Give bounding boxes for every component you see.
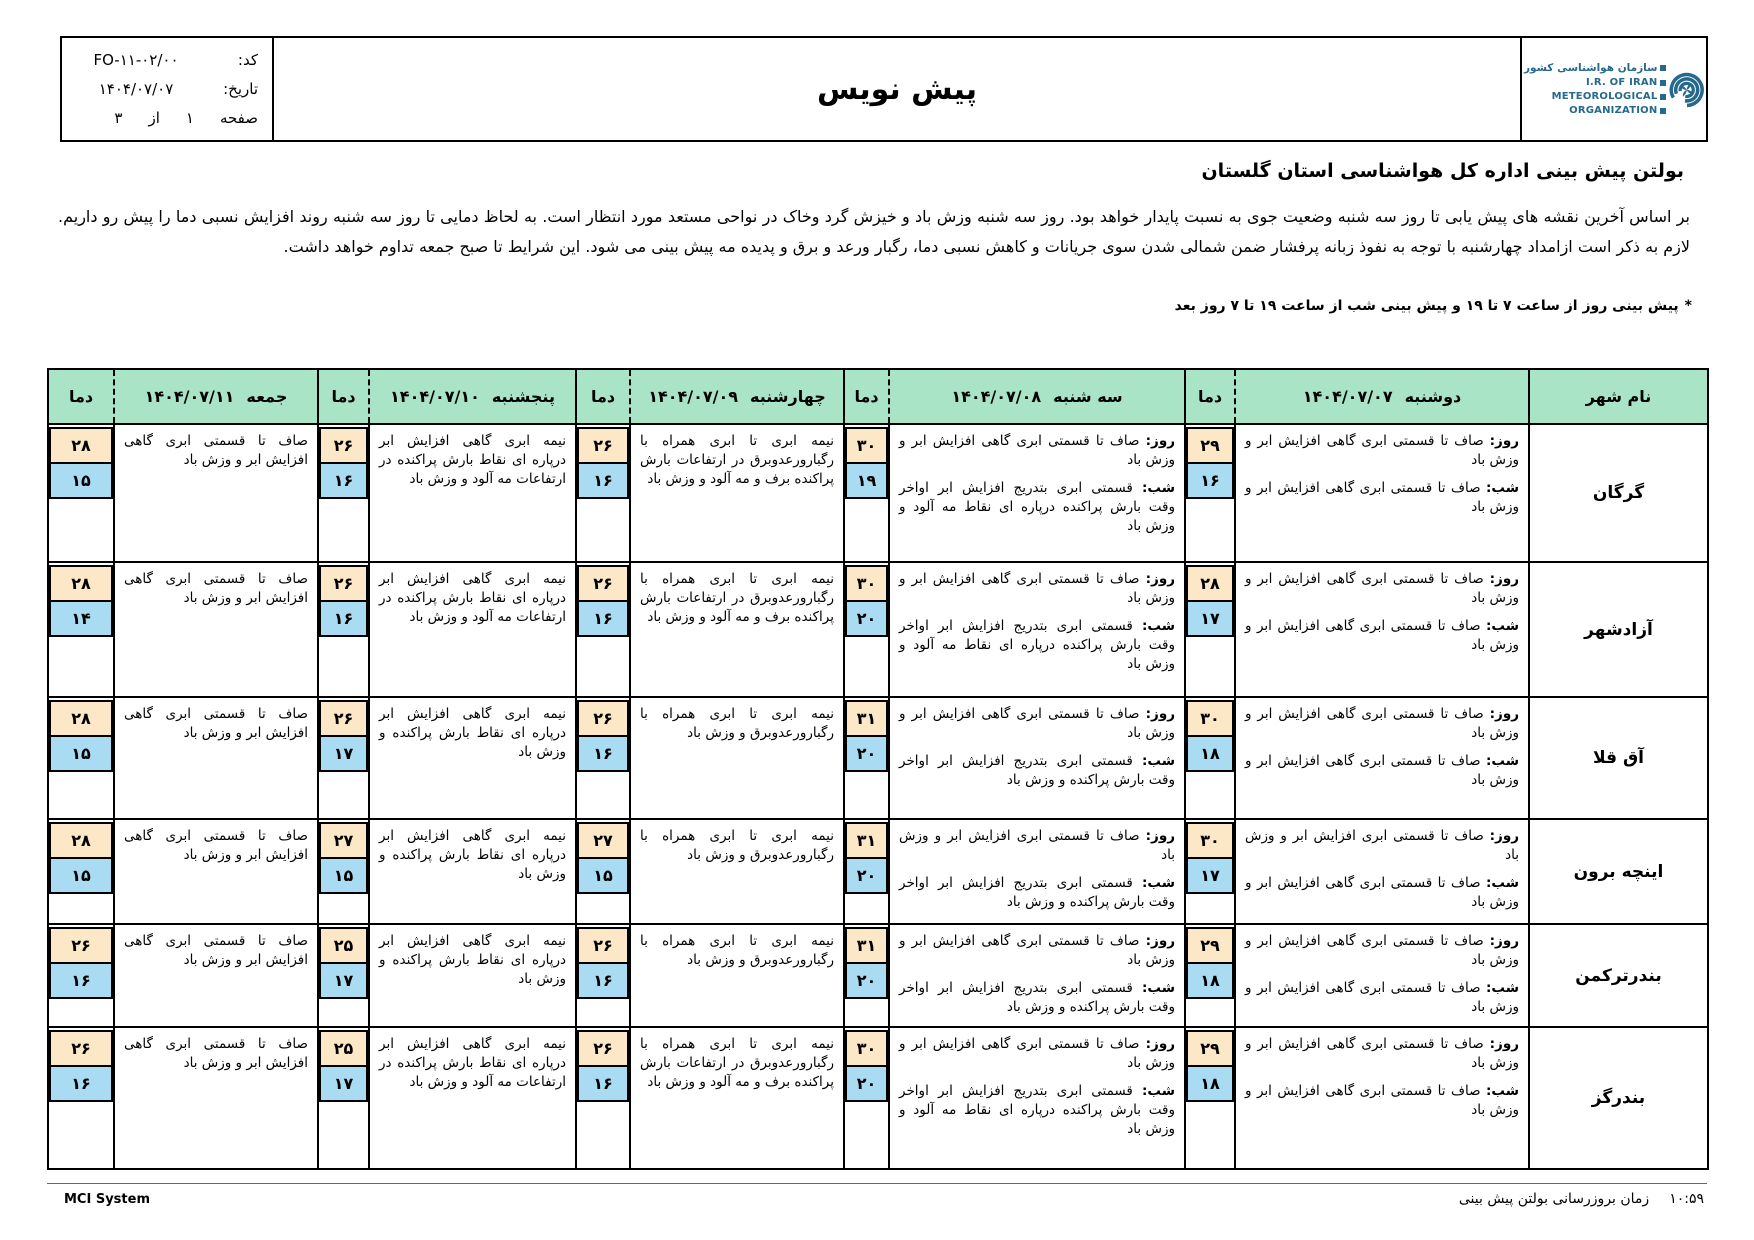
day-name: جمعه xyxy=(246,387,288,406)
period-label: روز: xyxy=(1145,1036,1175,1052)
min-temp-box: ۱۶ xyxy=(577,1065,629,1102)
spiral-logo-icon xyxy=(1668,45,1704,133)
info-box xyxy=(62,38,274,140)
forecast-text-cell xyxy=(889,562,1185,697)
period-label: شب: xyxy=(1486,618,1519,634)
day-date: ۱۴۰۴/۰۷/۱۱ xyxy=(144,387,235,406)
period-label: شب: xyxy=(1142,980,1175,996)
weather-day-text: روز: صاف تا قسمتی ابری افزایش ابر و وزش باد xyxy=(899,828,1175,863)
weather-day-text: روز: صاف تا قسمتی ابری گاهی افزایش ابر و وزش باد xyxy=(899,433,1175,468)
min-temp-box: ۱۶ xyxy=(319,462,368,499)
max-temp-box: ۲۷ xyxy=(577,822,629,859)
min-temp-box: ۱۶ xyxy=(577,462,629,499)
temperature-cell xyxy=(844,924,889,1027)
day-date: ۱۴۰۴/۰۷/۰۹ xyxy=(648,387,738,406)
period-label: روز: xyxy=(1145,706,1175,722)
temperature-cell xyxy=(576,819,630,924)
max-temp-box: ۳۰ xyxy=(845,427,888,464)
day-date: ۱۴۰۴/۰۷/۰۸ xyxy=(951,387,1042,406)
forecast-text-cell xyxy=(114,924,318,1027)
period-label: شب: xyxy=(1142,875,1175,891)
period-label: شب: xyxy=(1486,480,1519,496)
forecast-text-cell xyxy=(1235,1027,1529,1169)
weather-text: نیمه ابری گاهی افزایش ابر درپاره ای نقاط بارش پراکنده در ارتفاعات مه آلود و وزش باد xyxy=(379,1036,566,1090)
weather-night-text: شب: قسمتی ابری بتدریج افزایش ابر اواخر وقت بارش پراکنده درپاره ای نقاط مه آلود و وزش باد xyxy=(899,618,1175,672)
period-label: شب: xyxy=(1142,480,1175,496)
forecast-text-cell xyxy=(630,424,844,562)
forecast-text-cell xyxy=(1235,424,1529,562)
min-temp-box: ۱۶ xyxy=(49,1065,113,1102)
forecast-text-cell xyxy=(114,1027,318,1169)
day-name: دوشنبه xyxy=(1404,387,1462,406)
temperature-cell xyxy=(48,1027,114,1169)
min-temp-box: ۱۴ xyxy=(49,600,113,637)
day-name: پنجشنبه xyxy=(491,387,555,406)
weather-day-text: روز: صاف تا قسمتی ابری گاهی افزایش ابر و وزش باد xyxy=(899,933,1175,968)
weather-night-text: شب: صاف تا قسمتی ابری گاهی افزایش ابر و وزش باد xyxy=(1245,1083,1519,1118)
period-label: شب: xyxy=(1486,875,1519,891)
logo-square-icon xyxy=(1660,80,1666,86)
min-temp-box: ۱۶ xyxy=(319,600,368,637)
temperature-cell xyxy=(1185,819,1235,924)
forecast-paragraph: بر اساس آخرین نقشه های پیش یابی تا روز سه شنبه وضعیت جوی به نسبت پایدار خواهد بود. روز سه شنبه وزش باد و خیزش گرد وخاک در نواحی مستعد مورد انتظار است. به لحاظ دمایی تا روز سه شنبه روند افزایش نسبی دما را پیش رو داریم. لازم به ذکر است ازامداد چهارشنبه با توجه به نفوذ زبانه پرفشار ضمن شمالی شدن سوی جریانات و کاهش نسبی دما، رگبار ورعد و برق و پدیده مه پیش بینی می شود. این شرایط تا صبح جمعه تداوم خواهد داشت. xyxy=(58,207,1690,256)
max-temp-box: ۲۹ xyxy=(1186,427,1234,464)
min-temp-box: ۱۷ xyxy=(319,962,368,999)
weather-day-text: روز: صاف تا قسمتی ابری گاهی افزایش ابر و وزش باد xyxy=(1245,571,1519,606)
period-label: روز: xyxy=(1145,828,1175,844)
temperature-cell xyxy=(48,424,114,562)
city-name: آق قلا xyxy=(1529,697,1708,819)
max-temp-box: ۳۰ xyxy=(845,565,888,602)
max-temp-box: ۲۸ xyxy=(49,822,113,859)
max-temp-box: ۲۶ xyxy=(577,700,629,737)
period-label: روز: xyxy=(1489,933,1519,949)
period-label: شب: xyxy=(1486,1083,1519,1099)
period-label: شب: xyxy=(1142,753,1175,769)
weather-text: نیمه ابری تا ابری همراه با رگبارورعدوبرق در ارتفاعات بارش پراکنده برف و مه آلود و وزش باد xyxy=(640,1036,834,1090)
weather-night-text: شب: قسمتی ابری بتدریج افزایش ابر اواخر وقت بارش پراکنده و وزش باد xyxy=(899,875,1175,910)
forecast-text-cell xyxy=(630,1027,844,1169)
weather-night-text: شب: صاف تا قسمتی ابری گاهی افزایش ابر و وزش باد xyxy=(1245,980,1519,1015)
date-label: تاریخ: xyxy=(223,79,258,98)
column-header-temp-wednesday: دما xyxy=(576,369,630,424)
footer-system-name: MCI System xyxy=(64,1192,150,1207)
forecast-text-cell xyxy=(889,697,1185,819)
header-box xyxy=(60,36,1708,142)
info-row-date xyxy=(70,80,258,98)
city-name: بندرترکمن xyxy=(1529,924,1708,1027)
weather-night-text: شب: صاف تا قسمتی ابری گاهی افزایش ابر و وزش باد xyxy=(1245,753,1519,788)
max-temp-box: ۳۱ xyxy=(845,700,888,737)
min-temp-box: ۱۵ xyxy=(49,462,113,499)
min-temp-box: ۱۶ xyxy=(577,735,629,772)
min-temp-box: ۲۰ xyxy=(845,600,888,637)
min-temp-box: ۱۶ xyxy=(49,962,113,999)
period-label: شب: xyxy=(1486,753,1519,769)
temperature-cell xyxy=(1185,697,1235,819)
forecast-text-cell xyxy=(369,924,576,1027)
column-header-day-wednesday xyxy=(630,369,844,424)
forecast-text-cell xyxy=(630,819,844,924)
logo-text-en2: METEOROLOGICAL xyxy=(1551,91,1658,102)
forecast-text-cell xyxy=(114,424,318,562)
forecast-text-cell xyxy=(1235,819,1529,924)
max-temp-box: ۳۱ xyxy=(845,822,888,859)
weather-text: نیمه ابری گاهی افزایش ابر درپاره ای نقاط بارش پراکنده و وزش باد xyxy=(379,828,566,882)
forecast-text-cell xyxy=(889,1027,1185,1169)
min-temp-box: ۱۷ xyxy=(1186,857,1234,894)
temperature-cell xyxy=(318,819,369,924)
org-logo xyxy=(1520,38,1706,140)
min-temp-box: ۱۸ xyxy=(1186,735,1234,772)
period-label: شب: xyxy=(1142,1083,1175,1099)
city-name: بندرگز xyxy=(1529,1027,1708,1169)
max-temp-box: ۳۰ xyxy=(1186,700,1234,737)
min-temp-box: ۱۵ xyxy=(49,857,113,894)
footer-divider xyxy=(47,1183,1707,1184)
max-temp-box: ۲۶ xyxy=(49,1030,113,1067)
forecast-text-cell xyxy=(1235,924,1529,1027)
min-temp-box: ۲۰ xyxy=(845,857,888,894)
min-temp-box: ۱۵ xyxy=(319,857,368,894)
period-label: روز: xyxy=(1145,933,1175,949)
weather-night-text: شب: قسمتی ابری بتدریج افزایش ابر اواخر وقت بارش پراکنده و وزش باد xyxy=(899,980,1175,1015)
max-temp-box: ۳۰ xyxy=(1186,822,1234,859)
temperature-cell xyxy=(576,424,630,562)
logo-line-en2 xyxy=(1524,91,1666,102)
code-label: کد: xyxy=(237,51,258,70)
temperature-cell xyxy=(844,424,889,562)
period-label: شب: xyxy=(1142,618,1175,634)
period-label: روز: xyxy=(1489,1036,1519,1052)
page-total: ۳ xyxy=(114,108,123,127)
max-temp-box: ۳۰ xyxy=(845,1030,888,1067)
max-temp-box: ۲۶ xyxy=(577,1030,629,1067)
max-temp-box: ۲۶ xyxy=(49,927,113,964)
weather-night-text: شب: قسمتی ابری بتدریج افزایش ابر اواخر وقت بارش پراکنده درپاره ای نقاط مه آلود و وزش باد xyxy=(899,1083,1175,1137)
min-temp-box: ۱۷ xyxy=(319,1065,368,1102)
page-label: صفحه xyxy=(219,108,258,127)
max-temp-box: ۲۸ xyxy=(1186,565,1234,602)
max-temp-box: ۲۸ xyxy=(49,565,113,602)
footnote-asterisk: * xyxy=(1684,298,1692,314)
temperature-cell xyxy=(48,924,114,1027)
period-label: شب: xyxy=(1486,980,1519,996)
logo-square-icon xyxy=(1660,108,1666,114)
weather-text: صاف تا قسمتی ابری گاهی افزایش ابر و وزش باد xyxy=(124,571,308,606)
temperature-cell xyxy=(48,697,114,819)
max-temp-box: ۲۵ xyxy=(319,927,368,964)
temperature-cell xyxy=(48,562,114,697)
max-temp-box: ۲۶ xyxy=(319,427,368,464)
title-section xyxy=(274,38,1520,140)
city-name: اینچه برون xyxy=(1529,819,1708,924)
temperature-cell xyxy=(318,1027,369,1169)
weather-text: نیمه ابری گاهی افزایش ابر درپاره ای نقاط بارش پراکنده و وزش باد xyxy=(379,706,566,760)
weather-day-text: روز: صاف تا قسمتی ابری گاهی افزایش ابر و وزش باد xyxy=(899,1036,1175,1071)
table-row xyxy=(48,1027,1708,1169)
info-row-code xyxy=(70,51,258,69)
page-number: ۱ xyxy=(185,108,194,127)
temperature-cell xyxy=(844,562,889,697)
column-header-day-friday xyxy=(114,369,318,424)
weather-night-text: شب: صاف تا قسمتی ابری گاهی افزایش ابر و وزش باد xyxy=(1245,875,1519,910)
forecast-text-cell xyxy=(369,562,576,697)
weather-text: نیمه ابری گاهی افزایش ابر درپاره ای نقاط بارش پراکنده در ارتفاعات مه آلود و وزش باد xyxy=(379,571,566,625)
weather-text: نیمه ابری گاهی افزایش ابر درپاره ای نقاط بارش پراکنده و وزش باد xyxy=(379,933,566,987)
forecast-text-cell xyxy=(630,697,844,819)
table-row xyxy=(48,562,1708,697)
forecast-text-cell xyxy=(889,924,1185,1027)
forecast-text-cell xyxy=(114,819,318,924)
column-header-day-thursday xyxy=(369,369,576,424)
logo-square-icon xyxy=(1660,94,1666,100)
forecast-text-cell xyxy=(889,424,1185,562)
temperature-cell xyxy=(318,562,369,697)
weather-text: صاف تا قسمتی ابری گاهی افزایش ابر و وزش باد xyxy=(124,1036,308,1071)
temperature-cell xyxy=(48,819,114,924)
column-header-day-tuesday xyxy=(889,369,1185,424)
period-label: روز: xyxy=(1145,571,1175,587)
weather-night-text: شب: صاف تا قسمتی ابری گاهی افزایش ابر و وزش باد xyxy=(1245,618,1519,653)
temperature-cell xyxy=(576,562,630,697)
day-date: ۱۴۰۴/۰۷/۱۰ xyxy=(390,387,480,406)
weather-text: صاف تا قسمتی ابری گاهی افزایش ابر و وزش باد xyxy=(124,706,308,741)
min-temp-box: ۱۹ xyxy=(845,462,888,499)
page-separator: از xyxy=(148,108,160,127)
period-label: روز: xyxy=(1489,571,1519,587)
column-header-day-monday xyxy=(1235,369,1529,424)
weather-text: صاف تا قسمتی ابری گاهی افزایش ابر و وزش باد xyxy=(124,433,308,468)
max-temp-box: ۲۵ xyxy=(319,1030,368,1067)
max-temp-box: ۲۶ xyxy=(319,700,368,737)
weather-day-text: روز: صاف تا قسمتی ابری گاهی افزایش ابر و وزش باد xyxy=(1245,933,1519,968)
temperature-cell xyxy=(1185,424,1235,562)
forecast-table-body xyxy=(48,424,1708,1169)
weather-text: نیمه ابری تا ابری همراه با رگبارورعدوبرق و وزش باد xyxy=(640,933,834,968)
day-name: سه شنبه xyxy=(1053,387,1123,406)
footer-update-time xyxy=(1459,1191,1704,1207)
min-temp-box: ۱۷ xyxy=(319,735,368,772)
max-temp-box: ۲۶ xyxy=(577,427,629,464)
table-row xyxy=(48,424,1708,562)
weather-day-text: روز: صاف تا قسمتی ابری افزایش ابر و وزش باد xyxy=(1245,828,1519,863)
period-label: روز: xyxy=(1489,706,1519,722)
column-header-temp-thursday: دما xyxy=(318,369,369,424)
logo-line-fa xyxy=(1524,62,1666,74)
table-header-row xyxy=(48,369,1708,424)
period-label: روز: xyxy=(1145,433,1175,449)
weather-text: صاف تا قسمتی ابری گاهی افزایش ابر و وزش باد xyxy=(124,933,308,968)
temperature-cell xyxy=(576,924,630,1027)
weather-day-text: روز: صاف تا قسمتی ابری گاهی افزایش ابر و وزش باد xyxy=(899,706,1175,741)
min-temp-box: ۱۷ xyxy=(1186,600,1234,637)
temperature-cell xyxy=(1185,1027,1235,1169)
code-value: FO-۱۱-۰۲/۰۰ xyxy=(93,51,179,70)
bulletin-title: بولتن پیش بینی اداره کل هواشناسی استان گلستان xyxy=(1201,160,1684,182)
min-temp-box: ۱۵ xyxy=(49,735,113,772)
day-date: ۱۴۰۴/۰۷/۰۷ xyxy=(1302,387,1393,406)
min-temp-box: ۲۰ xyxy=(845,735,888,772)
forecast-text-cell xyxy=(114,697,318,819)
weather-text: نیمه ابری تا ابری همراه با رگبارورعدوبرق و وزش باد xyxy=(640,828,834,863)
table-row xyxy=(48,819,1708,924)
update-time-label: زمان بروزرسانی بولتن پیش بینی xyxy=(1458,1191,1650,1207)
min-temp-box: ۲۰ xyxy=(845,1065,888,1102)
weather-night-text: شب: قسمتی ابری بتدریج افزایش ابر اواخر وقت بارش پراکنده درپاره ای نقاط مه آلود و وزش باد xyxy=(899,480,1175,534)
forecast-text-cell xyxy=(369,424,576,562)
forecast-table xyxy=(47,368,1709,1170)
logo-text-en3: ORGANIZATION xyxy=(1569,105,1658,116)
temperature-cell xyxy=(1185,924,1235,1027)
temperature-cell xyxy=(318,924,369,1027)
forecast-text-cell xyxy=(630,562,844,697)
min-temp-box: ۱۶ xyxy=(1186,462,1234,499)
forecast-text-cell xyxy=(889,819,1185,924)
max-temp-box: ۲۷ xyxy=(319,822,368,859)
period-label: روز: xyxy=(1489,828,1519,844)
weather-text: نیمه ابری تا ابری همراه با رگبارورعدوبرق در ارتفاعات بارش پراکنده برف و مه آلود و وزش باد xyxy=(640,571,834,625)
weather-night-text: شب: قسمتی ابری بتدریج افزایش ابر اواخر وقت بارش پراکنده و وزش باد xyxy=(899,753,1175,788)
temperature-cell xyxy=(576,1027,630,1169)
column-header-temp-friday: دما xyxy=(48,369,114,424)
logo-text-en1: I.R. OF IRAN xyxy=(1585,77,1658,88)
min-temp-box: ۱۵ xyxy=(577,857,629,894)
period-label: روز: xyxy=(1489,433,1519,449)
logo-line-en3 xyxy=(1524,105,1666,116)
info-row-page xyxy=(70,109,258,127)
table-row xyxy=(48,697,1708,819)
logo-square-icon xyxy=(1660,65,1666,71)
weather-day-text: روز: صاف تا قسمتی ابری گاهی افزایش ابر و وزش باد xyxy=(899,571,1175,606)
min-temp-box: ۱۶ xyxy=(577,600,629,637)
max-temp-box: ۲۹ xyxy=(1186,1030,1234,1067)
max-temp-box: ۲۹ xyxy=(1186,927,1234,964)
footnote xyxy=(1175,298,1692,314)
temperature-cell xyxy=(844,819,889,924)
max-temp-box: ۲۸ xyxy=(49,700,113,737)
city-name: آزادشهر xyxy=(1529,562,1708,697)
forecast-text-cell xyxy=(630,924,844,1027)
column-header-temp-monday: دما xyxy=(1185,369,1235,424)
column-header-temp-tuesday: دما xyxy=(844,369,889,424)
temperature-cell xyxy=(844,1027,889,1169)
weather-text: نیمه ابری تا ابری همراه با رگبارورعدوبرق و وزش باد xyxy=(640,706,834,741)
max-temp-box: ۲۶ xyxy=(319,565,368,602)
temperature-cell xyxy=(318,697,369,819)
forecast-text-cell xyxy=(369,1027,576,1169)
date-value: ۱۴۰۴/۰۷/۰۷ xyxy=(98,79,174,98)
weather-day-text: روز: صاف تا قسمتی ابری گاهی افزایش ابر و وزش باد xyxy=(1245,1036,1519,1071)
city-name: گرگان xyxy=(1529,424,1708,562)
day-name: چهارشنبه xyxy=(750,387,826,406)
forecast-text-cell xyxy=(114,562,318,697)
weather-text: صاف تا قسمتی ابری گاهی افزایش ابر و وزش باد xyxy=(124,828,308,863)
max-temp-box: ۲۸ xyxy=(49,427,113,464)
min-temp-box: ۱۶ xyxy=(577,962,629,999)
weather-text: نیمه ابری تا ابری همراه با رگبارورعدوبرق در ارتفاعات بارش پراکنده برف و مه آلود و وزش باد xyxy=(640,433,834,487)
temperature-cell xyxy=(844,697,889,819)
temperature-cell xyxy=(1185,562,1235,697)
min-temp-box: ۱۸ xyxy=(1186,1065,1234,1102)
temperature-cell xyxy=(318,424,369,562)
footnote-text: پیش بینی روز از ساعت ۷ تا ۱۹ و پیش بینی شب از ساعت ۱۹ تا ۷ روز بعد xyxy=(1174,298,1679,314)
weather-text: نیمه ابری گاهی افزایش ابر درپاره ای نقاط بارش پراکنده در ارتفاعات مه آلود و وزش باد xyxy=(379,433,566,487)
column-header-city: نام شهر xyxy=(1529,369,1708,424)
weather-day-text: روز: صاف تا قسمتی ابری گاهی افزایش ابر و وزش باد xyxy=(1245,706,1519,741)
max-temp-box: ۲۶ xyxy=(577,927,629,964)
org-logo-text xyxy=(1524,62,1666,116)
logo-text-fa: سازمان هواشناسی کشور xyxy=(1524,62,1658,74)
forecast-text-cell xyxy=(1235,562,1529,697)
logo-line-en1 xyxy=(1524,77,1666,88)
weather-night-text: شب: صاف تا قسمتی ابری گاهی افزایش ابر و وزش باد xyxy=(1245,480,1519,515)
doc-title: پیش نویس xyxy=(816,71,978,107)
forecast-text-cell xyxy=(1235,697,1529,819)
max-temp-box: ۲۶ xyxy=(577,565,629,602)
temperature-cell xyxy=(576,697,630,819)
weather-day-text: روز: صاف تا قسمتی ابری گاهی افزایش ابر و وزش باد xyxy=(1245,433,1519,468)
max-temp-box: ۳۱ xyxy=(845,927,888,964)
min-temp-box: ۱۸ xyxy=(1186,962,1234,999)
forecast-text-cell xyxy=(369,819,576,924)
forecast-text-cell xyxy=(369,697,576,819)
min-temp-box: ۲۰ xyxy=(845,962,888,999)
table-row xyxy=(48,924,1708,1027)
update-time-value: ۱۰:۵۹ xyxy=(1669,1191,1704,1207)
